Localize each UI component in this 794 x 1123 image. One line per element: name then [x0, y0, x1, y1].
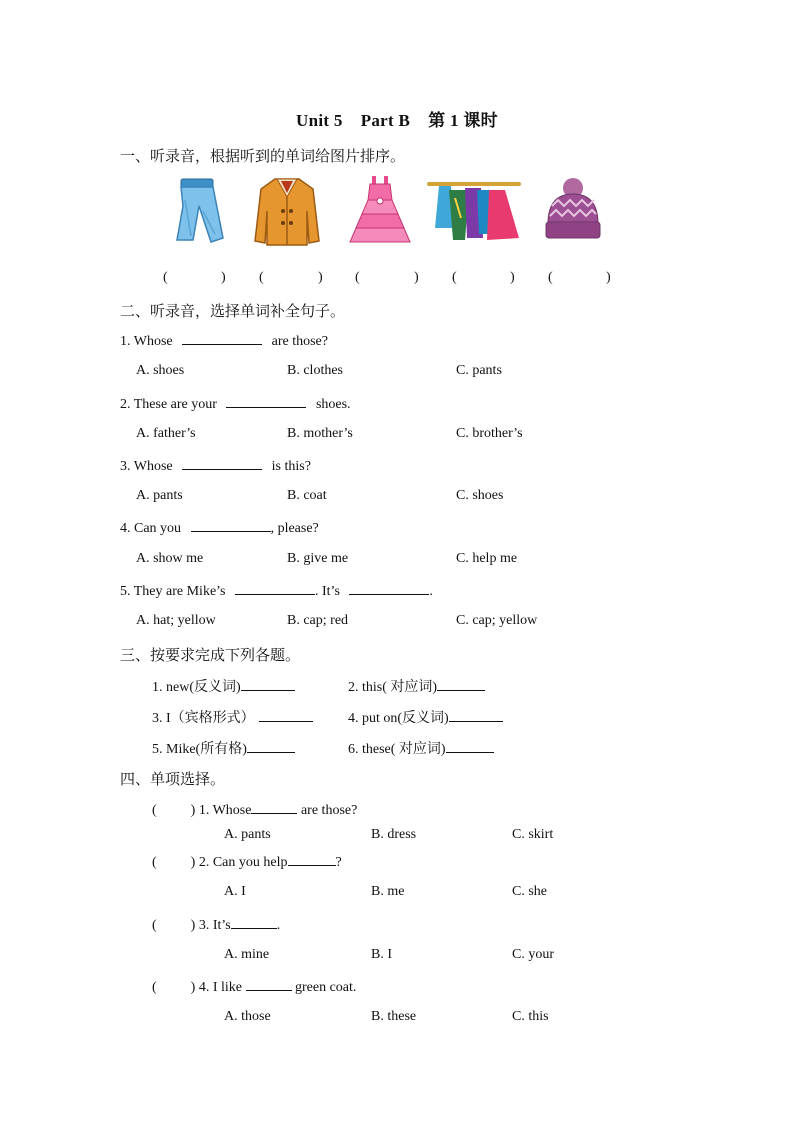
section-3-heading: 三、按要求完成下列各题。 — [120, 648, 301, 664]
s3-item-3: 3. I（宾格形式） — [152, 707, 313, 727]
s2-question-2: 2. These are your shoes. — [120, 397, 351, 412]
bracket-open-4: ( — [452, 270, 457, 285]
answer-blank[interactable] — [182, 457, 262, 470]
title-lesson: 第 1 课时 — [428, 111, 498, 130]
s4-q4-option-b: B. these — [371, 1009, 417, 1024]
s3-item-1: 1. new(反义词) — [152, 676, 295, 696]
s4-question-2: ( ) 2. Can you help ? — [152, 855, 342, 870]
s3-item-4: 4. put on(反义词) — [348, 707, 503, 727]
s3-item-2: 2. this( 对应词) — [348, 676, 485, 696]
s4-q2-option-b: B. me — [371, 884, 405, 899]
bracket-close-1: ) — [221, 270, 226, 285]
answer-blank[interactable] — [231, 916, 277, 929]
answer-blank[interactable] — [235, 582, 315, 595]
s4-q1-option-b: B. dress — [371, 827, 417, 842]
clothes-icon — [425, 178, 523, 246]
s2-question-5: 5. They are Mike’s . It’s . — [120, 584, 433, 599]
answer-blank[interactable] — [251, 801, 297, 814]
s4-q1-option-c: C. skirt — [512, 827, 554, 842]
s4-q1-option-a: A. pants — [224, 827, 271, 842]
bracket-close-5: ) — [606, 270, 611, 285]
answer-blank[interactable] — [259, 709, 313, 722]
s4-q3-option-a: A. mine — [224, 947, 270, 962]
s4-q2-option-c: C. she — [512, 884, 547, 899]
answer-blank[interactable] — [437, 678, 485, 691]
title-part: Part B — [360, 111, 411, 130]
s2-q5-option-a: A. hat; yellow — [136, 613, 216, 628]
section-2-heading: 二、听录音，选择单词补全句子。 — [120, 304, 346, 320]
s2-q2-option-b: B. mother’s — [287, 426, 353, 441]
s2-q5-option-b: B. cap; red — [287, 613, 349, 628]
bracket-close-4: ) — [510, 270, 515, 285]
s2-q4-option-b: B. give me — [287, 551, 349, 566]
s2-question-1: 1. Whose are those? — [120, 334, 328, 349]
s2-q4-option-c: C. help me — [456, 551, 518, 566]
s3-item-5: 5. Mike(所有格) — [152, 738, 295, 758]
s2-question-3: 3. Whose is this? — [120, 459, 311, 474]
s2-q1-option-c: C. pants — [456, 363, 502, 378]
s4-question-3: ( ) 3. It’s . — [152, 918, 281, 933]
s3-item-6: 6. these( 对应词) — [348, 738, 494, 758]
s4-q4-option-a: A. those — [224, 1009, 271, 1024]
s4-q2-option-a: A. I — [224, 884, 246, 899]
answer-blank[interactable] — [288, 853, 336, 866]
dress-icon — [348, 174, 412, 246]
s4-question-1: ( ) 1. Whose are those? — [152, 803, 358, 818]
bracket-close-3: ) — [414, 270, 419, 285]
section-1-heading: 一、听录音，根据听到的单词给图片排序。 — [120, 149, 406, 165]
hat-icon — [542, 176, 604, 242]
answer-blank[interactable] — [182, 332, 262, 345]
answer-blank[interactable] — [246, 978, 292, 991]
bracket-open-3: ( — [355, 270, 360, 285]
answer-blank[interactable] — [247, 740, 295, 753]
section-4-heading: 四、单项选择。 — [120, 772, 226, 788]
answer-blank[interactable] — [226, 395, 306, 408]
s2-q2-option-a: A. father’s — [136, 426, 196, 441]
s2-q3-option-a: A. pants — [136, 488, 183, 503]
s2-q4-option-a: A. show me — [136, 551, 204, 566]
bracket-open-2: ( — [259, 270, 264, 285]
coat-icon — [251, 175, 323, 247]
page-title — [0, 106, 794, 131]
answer-blank[interactable] — [241, 678, 295, 691]
s2-q3-option-b: B. coat — [287, 488, 327, 503]
bracket-close-2: ) — [318, 270, 323, 285]
s4-question-4: ( ) 4. I like green coat. — [152, 980, 357, 995]
s4-q3-option-c: C. your — [512, 947, 554, 962]
s2-question-4: 4. Can you , please? — [120, 521, 319, 536]
s2-q1-option-a: A. shoes — [136, 363, 185, 378]
s2-q2-option-c: C. brother’s — [456, 426, 523, 441]
s4-q3-option-b: B. I — [371, 947, 392, 962]
pants-icon — [163, 176, 229, 244]
s4-q4-option-c: C. this — [512, 1009, 549, 1024]
answer-blank[interactable] — [446, 740, 494, 753]
answer-blank[interactable] — [191, 519, 271, 532]
s2-q3-option-c: C. shoes — [456, 488, 504, 503]
s2-q5-option-c: C. cap; yellow — [456, 613, 538, 628]
title-unit: Unit 5 — [296, 111, 343, 130]
answer-blank[interactable] — [349, 582, 429, 595]
bracket-open-5: ( — [548, 270, 553, 285]
s2-q1-option-b: B. clothes — [287, 363, 343, 378]
answer-blank[interactable] — [449, 709, 503, 722]
bracket-open-1: ( — [163, 270, 168, 285]
